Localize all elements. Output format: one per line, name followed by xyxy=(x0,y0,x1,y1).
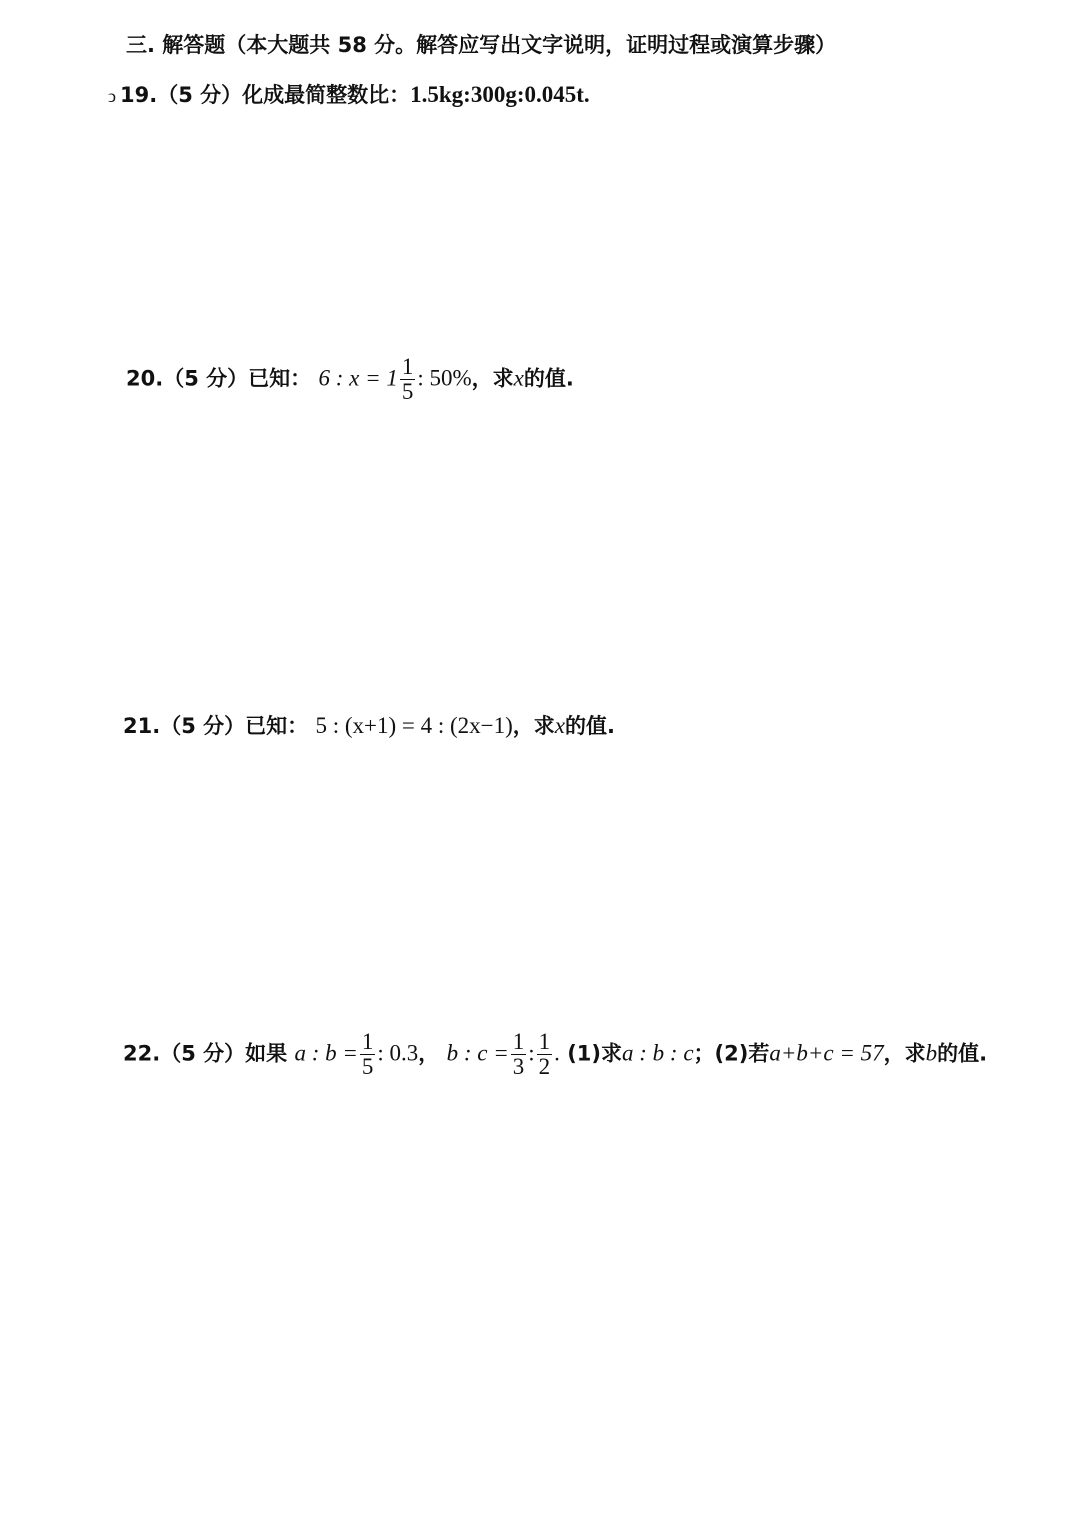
question-19-expression: 1.5kg:300g:0.045t. xyxy=(410,82,590,107)
question-22-ratio-ab: a : b = xyxy=(294,1040,358,1066)
question-21-stem: 已知： xyxy=(245,714,309,738)
question-21-expression: 5 : (x+1) = 4 : (2x−1) xyxy=(315,713,513,738)
question-22-ratio-ab-tail: : 0.3 xyxy=(377,1040,419,1066)
question-22-part2-label: (2)若 xyxy=(714,1041,770,1066)
fraction-numerator: 1 xyxy=(401,354,414,379)
question-21-number: 21. xyxy=(123,714,161,738)
question-20-fraction xyxy=(400,355,416,404)
question-20-variable: x xyxy=(513,365,524,391)
question-22-part1-expression: a : b : c xyxy=(622,1040,694,1066)
question-20-tail-pre: ，求 xyxy=(471,366,514,391)
question-22-part2-expression: a+b+c = 57 xyxy=(769,1040,884,1066)
question-20 xyxy=(126,355,574,404)
fraction-denominator: 2 xyxy=(538,1054,551,1080)
question-22-part2-tail-post: 的值. xyxy=(937,1041,988,1066)
question-20-number: 20. xyxy=(126,366,164,391)
question-22-score: （5 分） xyxy=(160,1041,246,1066)
margin-mark: ↄ xyxy=(108,86,116,106)
section-header-text: 三. 解答题（本大题共 58 分。解答应写出文字说明，证明过程或演算步骤） xyxy=(126,33,837,57)
question-22-fraction-2 xyxy=(511,1030,527,1079)
question-21-tail-pre: ，求 xyxy=(512,714,555,738)
question-22-part2-tail-pre: ，求 xyxy=(883,1041,926,1066)
question-19 xyxy=(108,83,590,106)
question-20-score: （5 分） xyxy=(163,366,249,391)
fraction-numerator: 1 xyxy=(512,1029,525,1054)
fraction-numerator: 1 xyxy=(538,1029,551,1054)
fraction-denominator: 5 xyxy=(361,1054,374,1080)
fraction-numerator: 1 xyxy=(361,1029,374,1054)
question-22-colon: : xyxy=(528,1040,535,1066)
question-22-part1-label: (1)求 xyxy=(567,1041,622,1066)
fraction-denominator: 3 xyxy=(512,1054,525,1080)
question-22-separator: ， xyxy=(418,1041,440,1066)
question-22-ratio-bc: b : c = xyxy=(446,1040,509,1066)
question-22-part2-variable: b xyxy=(925,1040,938,1066)
fraction-denominator: 5 xyxy=(401,379,414,405)
question-20-tail-post: 的值. xyxy=(523,366,574,391)
question-22-fraction-3 xyxy=(537,1030,553,1079)
question-21 xyxy=(123,714,615,737)
question-21-variable: x xyxy=(554,713,566,738)
question-19-stem: 化成最简整数比： xyxy=(242,83,411,107)
question-22-semicolon: ； xyxy=(693,1041,715,1066)
question-20-expression-left: 6 : x = 1 xyxy=(318,365,398,391)
question-21-score: （5 分） xyxy=(160,714,246,738)
question-22-stem: 如果 xyxy=(245,1041,288,1066)
question-21-tail-post: 的值. xyxy=(565,714,615,738)
question-20-expression-right: : 50% xyxy=(417,365,472,391)
question-22-number: 22. xyxy=(123,1041,161,1066)
question-19-score: （5 分） xyxy=(157,83,243,107)
question-22 xyxy=(123,1030,987,1079)
section-header xyxy=(126,35,836,56)
question-22-period: . xyxy=(554,1040,560,1066)
question-20-stem: 已知： xyxy=(248,366,312,391)
question-19-number: 19. xyxy=(120,83,158,107)
question-22-fraction-1 xyxy=(360,1030,376,1079)
